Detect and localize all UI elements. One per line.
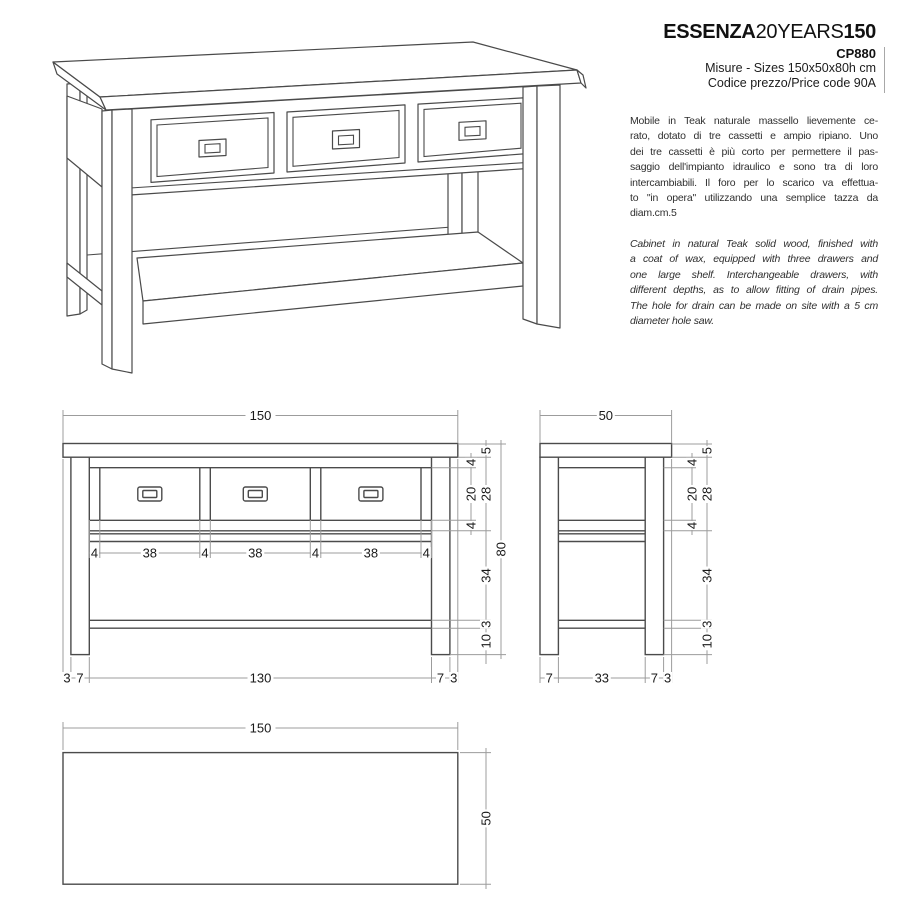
dim-label: 38 [363,545,379,561]
text-line: different depths, as to allow fitting of drain pipes. [630,284,878,297]
sizes-line: Misure - Sizes 150x50x80h cm [705,61,876,75]
dim-label: 4 [422,545,430,561]
title-block [618,20,876,91]
drawer-handle [138,487,383,501]
dim-label: 20 [684,486,700,502]
dim-label: 3 [450,670,458,686]
dim-label: 80 [493,542,509,557]
drawer-handle [333,130,360,150]
side-elevation-object [540,444,672,655]
price-code-line: Codice prezzo/Price code 90A [707,76,876,90]
front-elevation [63,408,509,686]
text-line: diam.cm.5 [630,207,677,220]
dim-label: 38 [248,545,263,561]
product-code: CP880 [836,46,876,61]
title-size: 150 [843,21,876,43]
text-line: diameter hole saw. [630,315,714,328]
text-line: one large shelf. Interchangeable drawers, with [630,268,878,281]
text-line: Cabinet in natural Teak solid wood, finished with [630,238,878,250]
dim-label: 130 [249,670,272,686]
dim-label: 20 [463,486,479,502]
dim-label: 28 [478,486,494,502]
drawer-front [151,113,274,183]
description-italian [630,114,878,222]
dim-label: 28 [699,486,715,502]
text-line: saggio dell'impianto idraulico e sono tra di loro [630,161,878,174]
text-line: to "in opera" utilizzando una semplice tazza da [630,192,878,205]
text-line: intercambiabili. Il foro per lo scarico va effettua- [630,176,878,189]
dim-label: 7 [650,670,659,686]
top-plan-outline [63,753,458,885]
dim-label: 5 [699,446,715,455]
dim-label: 4 [463,458,479,467]
description-english [630,237,878,329]
dim-label: 150 [249,720,272,736]
drawer-handle [459,121,486,141]
text-line: rato, dotato di tre cassetti e ampio ripiano. Uno [630,130,878,143]
dim-label: 3 [63,670,71,686]
dim-label: 4 [684,458,700,467]
dim-label: 34 [478,568,494,583]
text-line: Mobile in Teak naturale massello lievemente ce- [630,115,878,127]
side-elevation [540,408,715,686]
dim-label: 4 [201,545,209,561]
header-rule [884,47,885,93]
dim-label: 34 [699,568,715,583]
page-title [618,20,876,44]
drawer-front [287,105,405,172]
dim-label: 150 [249,408,272,424]
top-plan-view [63,721,494,889]
dim-label: 4 [463,521,479,530]
dim-label: 50 [478,811,494,826]
dim-label: 4 [311,545,320,561]
title-brand: ESSENZA [663,21,756,43]
drawer-front [418,98,527,162]
text-line: dei tre cassetti è più corto per permettere il pas- [630,145,878,158]
dim-label: 4 [90,545,99,561]
dim-label: 10 [478,634,494,649]
dim-label: 3 [699,620,715,628]
dim-label: 7 [76,670,84,686]
dim-label: 3 [478,620,494,628]
dim-label: 3 [663,670,672,686]
dim-label: 5 [478,446,494,455]
dim-label: 7 [436,670,445,686]
dim-label: 33 [594,670,610,686]
dim-label: 10 [699,634,715,649]
perspective-drawing [53,42,586,373]
drawer-handle [199,139,226,157]
dim-label: 7 [545,670,553,686]
text-line: a coat of wax, equipped with three drawers and [630,253,878,266]
title-collection: 20YEARS [755,21,844,43]
text-line: The hole for drain can be made on site with a 5 cm [630,299,878,312]
dim-label: 50 [598,408,614,424]
dim-label: 4 [684,521,700,530]
dim-label: 38 [142,545,158,561]
